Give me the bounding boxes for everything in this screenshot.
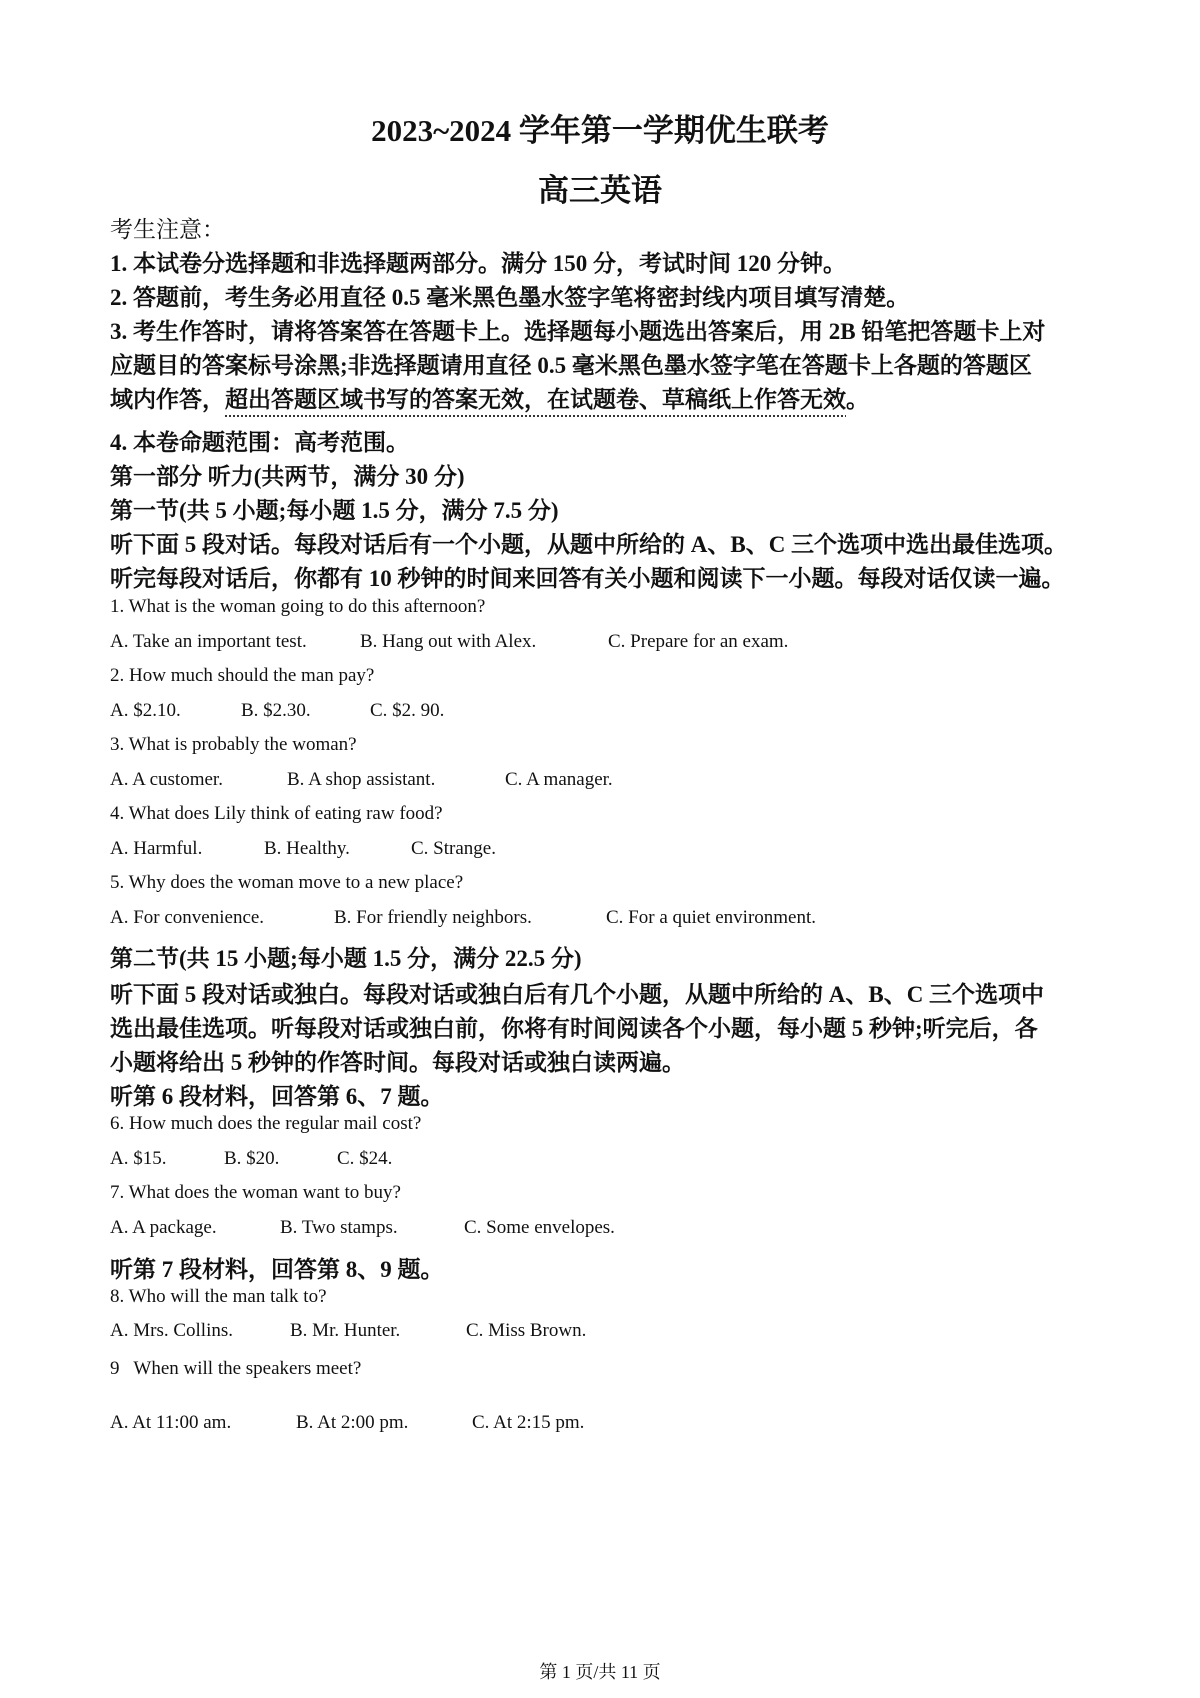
question-3-option-c: C. A manager. (505, 769, 613, 790)
question-1-option-a: A. Take an important test. (110, 631, 307, 652)
question-2: 2. How much should the man pay? (110, 665, 375, 686)
question-4-option-a: A. Harmful. (110, 838, 203, 859)
question-8-option-c: C. Miss Brown. (466, 1320, 587, 1341)
question-2-option-b: B. $2.30. (241, 700, 311, 721)
notice-item-3-line-1: 3. 考生作答时，请将答案答在答题卡上。选择题每小题选出答案后，用 2B 铅笔把答题卡上对 (110, 319, 1046, 344)
question-4-option-c: C. Strange. (411, 838, 496, 859)
notice-item-3-emphasis: 超出答题区域书写的答案无效，在试题卷、草稿纸上作答无效 (225, 387, 846, 412)
question-5-option-c: C. For a quiet environment. (606, 907, 817, 928)
question-2-option-c: C. $2. 90. (370, 700, 445, 721)
question-8: 8. Who will the man talk to? (110, 1286, 327, 1307)
notice-heading: 考生注意： (110, 217, 225, 242)
question-6: 6. How much does the regular mail cost? (110, 1113, 422, 1134)
notice-item-3-end: 。 (846, 387, 869, 412)
section1-instructions-line-2: 听完每段对话后，你都有 10 秒钟的时间来回答有关小题和阅读下一小题。每段对话仅读一遍。 (110, 566, 1065, 591)
question-4-options (110, 838, 496, 860)
question-9-options (110, 1412, 584, 1434)
question-3: 3. What is probably the woman? (110, 734, 357, 755)
question-1-options (110, 631, 788, 653)
question-5-option-a: A. For convenience. (110, 907, 265, 928)
question-7: 7. What does the woman want to buy? (110, 1182, 401, 1203)
notice-item-3-text: 域内作答， (110, 387, 225, 412)
question-5-option-b: B. For friendly neighbors. (334, 907, 532, 928)
question-6-option-a: A. $15. (110, 1148, 167, 1169)
question-7-option-a: A. A package. (110, 1217, 217, 1238)
question-3-option-a: A. A customer. (110, 769, 223, 790)
section2-instructions-line-1: 听下面 5 段对话或独白。每段对话或独白后有几个小题，从题中所给的 A、B、C 三个选项中 (110, 982, 1045, 1007)
section1-instructions-line-1: 听下面 5 段对话。每段对话后有一个小题，从题中所给的 A、B、C 三个选项中选出最佳选项。 (110, 532, 1068, 557)
question-9-option-c: C. At 2:15 pm. (472, 1412, 585, 1433)
question-3-options (110, 769, 613, 791)
question-7-options (110, 1217, 615, 1239)
question-9-option-b: B. At 2:00 pm. (296, 1412, 409, 1433)
section2-instructions-line-2: 选出最佳选项。听每段对话或独白前，你将有时间阅读各个小题，每小题 5 秒钟;听完后，各 (110, 1016, 1038, 1041)
question-5: 5. Why does the woman move to a new place? (110, 872, 464, 893)
notice-item-2: 2. 答题前，考生务必用直径 0.5 毫米黑色墨水签字笔将密封线内项目填写清楚。 (110, 285, 910, 310)
question-5-options (110, 907, 816, 929)
question-4-option-b: B. Healthy. (264, 838, 350, 859)
question-7-option-c: C. Some envelopes. (464, 1217, 615, 1238)
notice-item-3-line-2: 应题目的答案标号涂黑;非选择题请用直径 0.5 毫米黑色墨水签字笔在答题卡上各题的答题区 (110, 353, 1032, 378)
question-1: 1. What is the woman going to do this afternoon? (110, 596, 486, 617)
exam-title: 2023~2024 学年第一学期优生联考 (371, 113, 829, 148)
exam-subtitle: 高三英语 (538, 173, 662, 208)
material-6-heading: 听第 6 段材料，回答第 6、7 题。 (110, 1084, 444, 1109)
question-8-option-a: A. Mrs. Collins. (110, 1320, 233, 1341)
question-6-option-b: B. $20. (224, 1148, 280, 1169)
question-9-option-a: A. At 11:00 am. (110, 1412, 232, 1433)
question-2-option-a: A. $2.10. (110, 700, 181, 721)
material-7-heading: 听第 7 段材料，回答第 8、9 题。 (110, 1257, 444, 1282)
question-9: 9 When will the speakers meet? (110, 1358, 362, 1379)
section2-instructions-line-3: 小题将给出 5 秒钟的作答时间。每段对话或独白读两遍。 (110, 1050, 685, 1075)
question-6-option-c: C. $24. (337, 1148, 393, 1169)
question-1-option-b: B. Hang out with Alex. (360, 631, 537, 652)
section2-heading: 第二节(共 15 小题;每小题 1.5 分，满分 22.5 分) (110, 946, 582, 971)
question-3-option-b: B. A shop assistant. (287, 769, 436, 790)
notice-item-1: 1. 本试卷分选择题和非选择题两部分。满分 150 分，考试时间 120 分钟。 (110, 251, 846, 276)
notice-item-3-line-3 (110, 381, 869, 414)
section1-heading: 第一节(共 5 小题;每小题 1.5 分，满分 7.5 分) (110, 498, 559, 523)
question-1-option-c: C. Prepare for an exam. (608, 631, 789, 652)
question-8-option-b: B. Mr. Hunter. (290, 1320, 401, 1341)
question-2-options (110, 700, 444, 722)
notice-item-4: 4. 本卷命题范围：高考范围。 (110, 430, 409, 455)
part1-heading: 第一部分 听力(共两节，满分 30 分) (110, 464, 465, 489)
question-8-options (110, 1320, 586, 1342)
question-7-option-b: B. Two stamps. (280, 1217, 398, 1238)
page-footer: 第 1 页/共 11 页 (539, 1662, 661, 1682)
question-4: 4. What does Lily think of eating raw food? (110, 803, 443, 824)
question-6-options (110, 1148, 392, 1170)
